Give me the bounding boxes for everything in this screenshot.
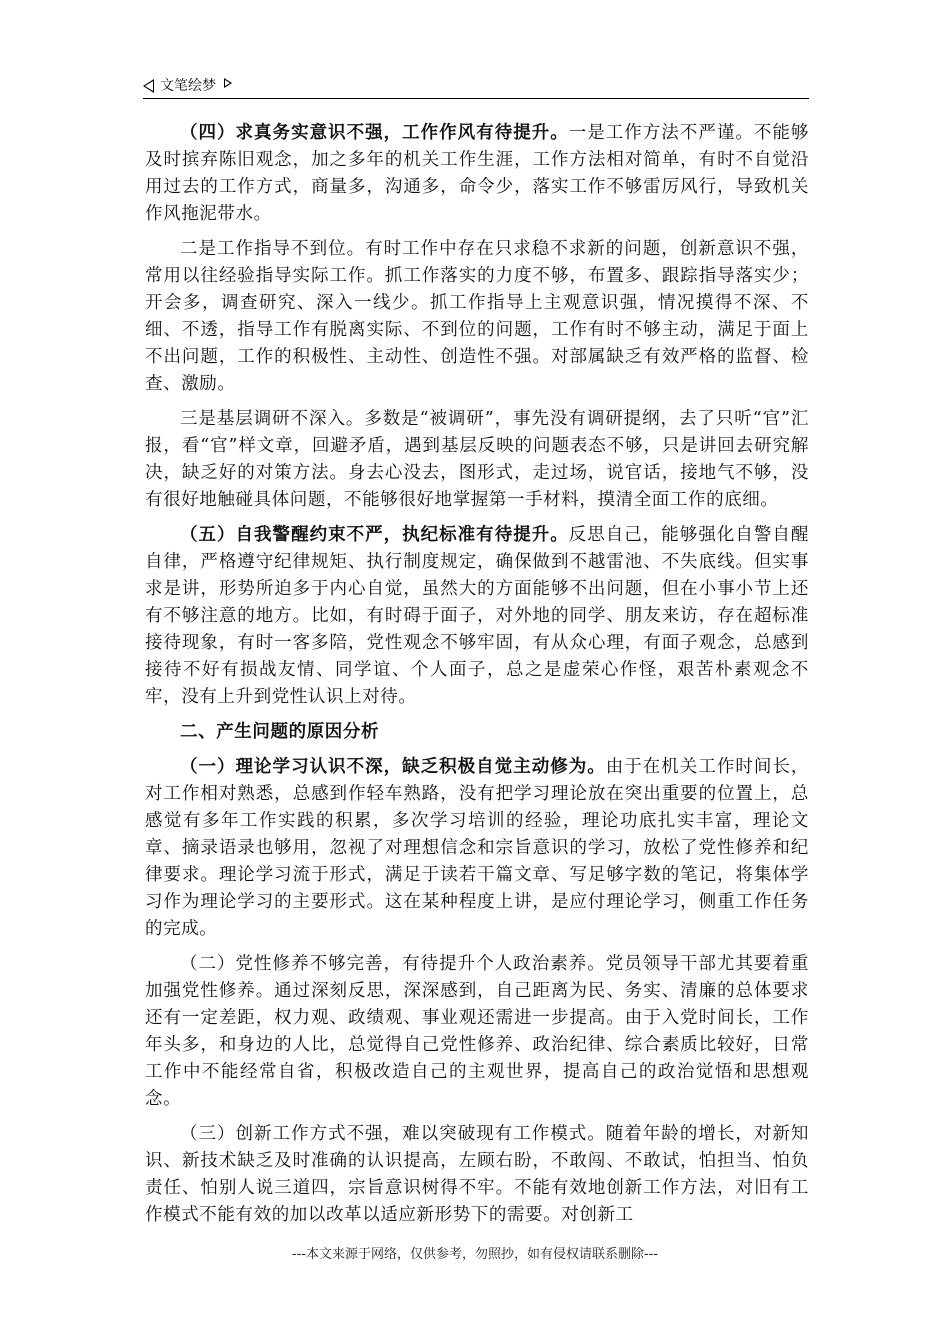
paragraph — [145, 1121, 809, 1229]
paragraph — [145, 522, 809, 711]
paragraph — [145, 754, 809, 943]
paragraph — [145, 236, 809, 398]
footer-notice: ---本文来源于网络，仅供参考，勿照抄，如有侵权请联系删除--- — [291, 1247, 659, 1262]
paragraph-lead: （五）自我警醒约束不严，执纪标准有待提升。 — [180, 525, 569, 545]
paragraph-text: 二是工作指导不到位。有时工作中存在只求稳不求新的问题，创新意识不强，常用以往经验指导实际工作。抓工作落实的力度不够，布置多、跟踪指导落实少；开会多，调查研究、深入一线少。抓工作指导上主观意识强，情况摸得不深、不细、不透，指导工作有脱离实际、不到位的问题，工作有时不够主动，满足于面上不出问题，工作的积极性、主动性、创造性不强。对部属缺乏有效严格的监督、检查、激励。 — [145, 239, 809, 394]
paragraph-lead: （四）求真务实意识不强，工作作风有待提升。 — [180, 123, 569, 143]
paragraph-text: （三）创新工作方式不强，难以突破现有工作模式。随着年龄的增长，对新知识、新技术缺乏及时准确的认识提高，左顾右盼，不敢闯、不敢试，怕担当、怕负责任、怕别人说三道四，宗旨意识树得不牢。不能有效地创新工作方法，对旧有工作模式不能有效的加以改革以适应新形势下的需要。对创新工 — [145, 1124, 809, 1225]
paragraph-text: 三是基层调研不深入。多数是“被调研”，事先没有调研提纲，去了只听“官”汇报，看“官”样文章，回避矛盾，遇到基层反映的问题表态不够，只是讲回去研究解决，缺乏好的对策方法。身去心没去，图形式，走过场，说官话，接地气不够，没有很好地触碰具体问题，不能够很好地掌握第一手材料，摸清全面工作的底细。 — [145, 409, 809, 510]
paragraph-text: （二）党性修养不够完善，有待提升个人政治素养。党员领导干部尤其要着重加强党性修养。通过深刻反思，深深感到，自己距离为民、务实、清廉的总体要求还有一定差距，权力观、政绩观、事业观还需进一步提高。由于入党时间长，工作年头多，和身边的人比，总觉得自己党性修养、政治纪律、综合素质比较好，日常工作中不能经常自省，积极改造自己的主观世界，提高自己的政治觉悟和思想观念。 — [145, 954, 809, 1109]
paragraph — [145, 951, 809, 1113]
paragraph-text: 由于在机关工作时间长，对工作相对熟悉，总感到作轻车熟路，没有把学习理论放在突出重要的位置上，总感觉有多年工作实践的积累，多次学习培训的经验，理论功底扎实丰富，理论文章、摘录语录也够用，忽视了对理想信念和宗旨意识的学习，放松了党性修养和纪律要求。理论学习流于形式，满足于读若干篇文章、写足够字数的笔记，将集体学习作为理论学习的主要形式。这在某种程度上讲，是应付理论学习，侧重工作任务的完成。 — [145, 757, 809, 939]
section-heading: 二、产生问题的原因分析 — [180, 722, 380, 742]
paragraph — [145, 406, 809, 514]
triangle-left-icon — [143, 79, 154, 93]
triangle-right-icon — [224, 78, 232, 88]
paragraph — [145, 120, 809, 228]
document-body — [145, 120, 809, 1237]
header-title: 文笔绘梦 — [160, 78, 216, 94]
paragraph-lead: （一）理论学习认识不深，缺乏积极自觉主动修为。 — [180, 757, 606, 777]
page-header — [143, 74, 809, 99]
paragraph-text: 一是工作方法不严谨。不能够及时摈弃陈旧观念，加之多年的机关工作生涯，工作方法相对简单，有时不自觉沿用过去的工作方式，商量多，沟通多，命令少，落实工作不够雷厉风行，导致机关作风拖泥带水。 — [145, 123, 809, 224]
paragraph-text: 反思自己，能够强化自警自醒自律，严格遵守纪律规矩、执行制度规定，确保做到不越雷池、不失底线。但实事求是讲，形势所迫多于内心自觉，虽然大的方面能够不出问题，但在小事小节上还有不够注意的地方。比如，有时碍于面子，对外地的同学、朋友来访，存在超标准接待现象，有时一客多陪，党性观念不够牢固，有从众心理，有面子观念，总感到接待不好有损战友情、同学谊、个人面子，总之是虚荣心作怪，艰苦朴素观念不牢，没有上升到党性认识上对待。 — [145, 525, 809, 707]
